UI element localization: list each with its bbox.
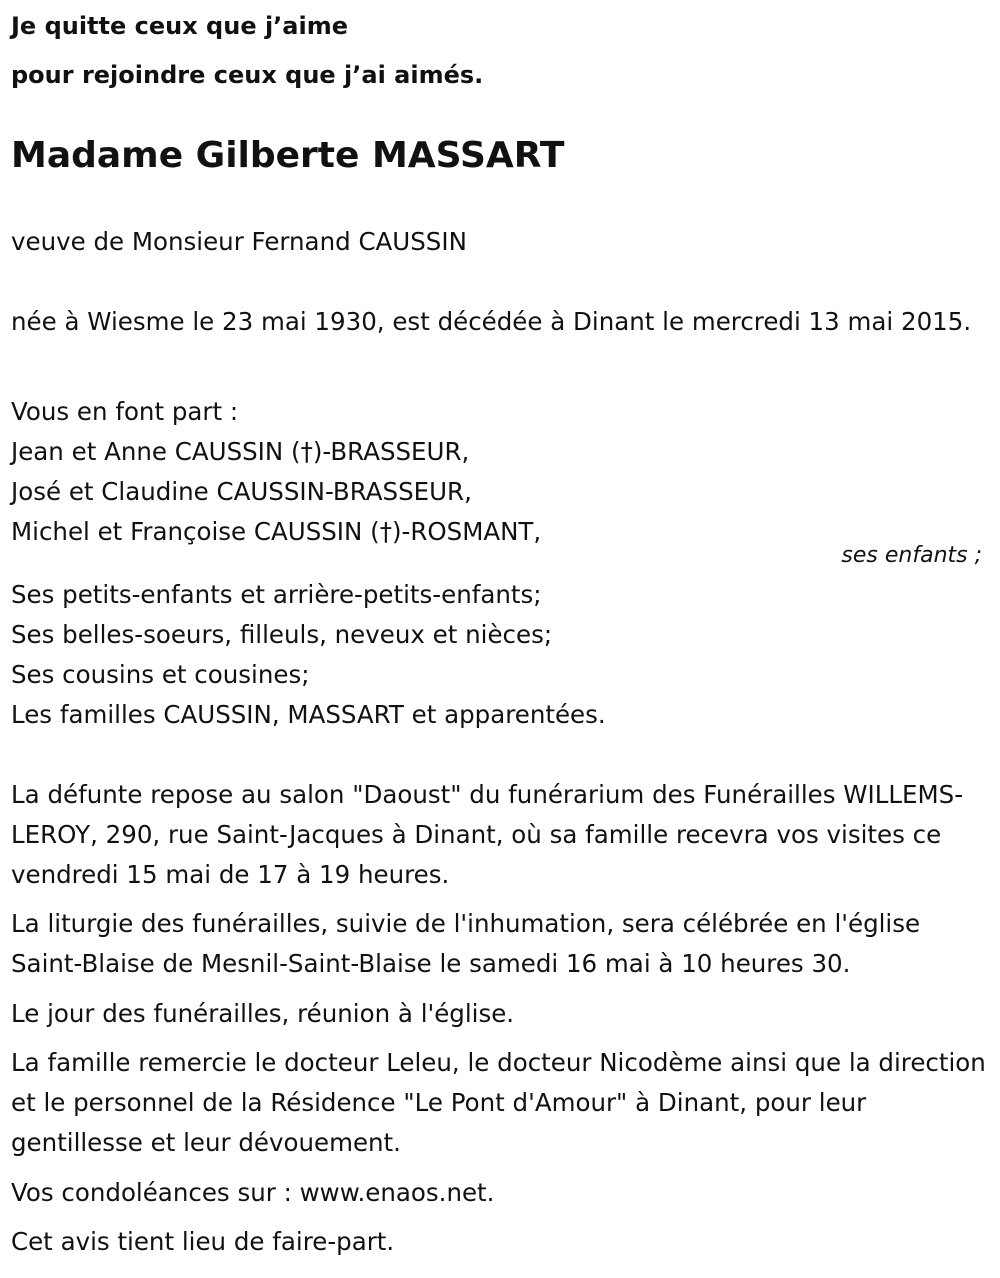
notice-line: Cet avis tient lieu de faire-part. (11, 1227, 395, 1256)
family-line: Ses cousins et cousines; (11, 660, 310, 689)
deceased-name: Madame Gilberte MASSART (11, 135, 565, 176)
thanks-paragraph: La famille remercie le docteur Leleu, le docteur Nicodème ainsi que la direction et le personnel de la Résidence "Le Pont d'Amour" à Dinant, pour leur gentillesse et leur dévouement. (11, 1048, 986, 1157)
birth-death-paragraph: née à Wiesme le 23 mai 1930, est décédée à Dinant le mercredi 13 mai 2015. (11, 307, 972, 336)
family-line: Ses petits-enfants et arrière-petits-enfants; (11, 580, 542, 609)
child-line: José et Claudine CAUSSIN-BRASSEUR, (11, 477, 472, 506)
epigraph-line-1: Je quitte ceux que j’aime (11, 12, 349, 40)
children-label: ses enfants ; (841, 543, 982, 568)
epigraph-line-2: pour rejoindre ceux que j’ai aimés. (11, 61, 484, 89)
child-line: Jean et Anne CAUSSIN (†)-BRASSEUR, (11, 437, 470, 466)
child-line: Michel et Françoise CAUSSIN (†)-ROSMANT, (11, 517, 542, 546)
family-line: Ses belles-soeurs, filleuls, neveux et nièces; (11, 620, 553, 649)
widow-of-line: veuve de Monsieur Fernand CAUSSIN (11, 227, 467, 256)
family-line: Les familles CAUSSIN, MASSART et apparentées. (11, 700, 606, 729)
rest-paragraph: La défunte repose au salon "Daoust" du funérarium des Funérailles WILLEMS-LEROY, 290, rue Saint-Jacques à Dinant, où sa famille recevra vos visites ce vendredi 15 mai de 17 à 19 heures. (11, 780, 964, 889)
announcement-intro: Vous en font part : (11, 397, 239, 426)
meeting-paragraph: Le jour des funérailles, réunion à l'église. (11, 999, 515, 1028)
condolences-line: Vos condoléances sur : www.enaos.net. (11, 1178, 495, 1207)
children-block (11, 392, 986, 552)
liturgy-paragraph: La liturgie des funérailles, suivie de l'inhumation, sera célébrée en l'église Saint-Blaise de Mesnil-Saint-Blaise le samedi 16 mai à 10 heures 30. (11, 909, 921, 978)
family-block (11, 575, 986, 735)
